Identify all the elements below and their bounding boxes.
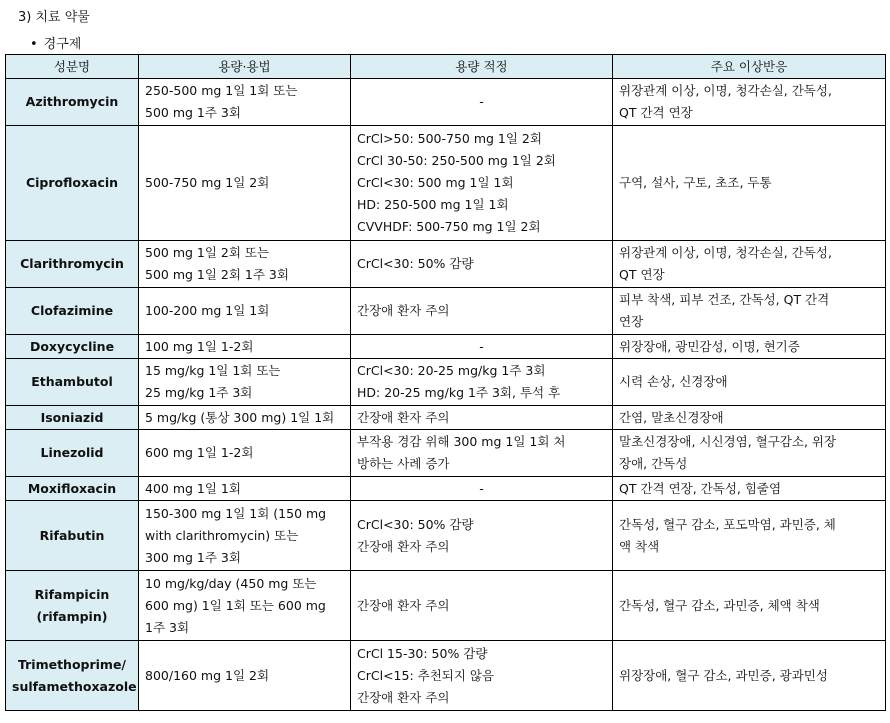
dose-adjustment-cell — [351, 126, 613, 241]
dosage-line: 10 mg/kg/day (450 mg 또는 — [145, 575, 317, 591]
adverse-effects-cell — [613, 406, 886, 430]
dose-adjustment-cell — [351, 335, 613, 359]
table-row — [6, 501, 886, 571]
dosage-line: 500-750 mg 1일 2회 — [145, 175, 270, 190]
adverse-effects-line: 말초신경장애, 시신경염, 혈구감소, 위장 — [619, 434, 837, 449]
dosage-line: 1주 3회 — [145, 619, 190, 635]
dosage-line: 500 mg 1일 2회 1주 3회 — [145, 267, 289, 282]
adverse-effects-line: 시력 손상, 신경장애 — [619, 374, 728, 389]
drug-name-line: Clarithromycin — [20, 256, 124, 271]
adverse-effects-line: 위장관계 이상, 이명, 청각손실, 간독성, — [619, 83, 832, 98]
dose-adjustment-line: - — [479, 338, 484, 354]
table-row — [6, 406, 886, 430]
adverse-effects-cell — [613, 477, 886, 501]
dose-adjustment-line: CrCl>50: 500-750 mg 1일 2회 — [357, 131, 542, 146]
drug-table — [5, 54, 886, 711]
dosage-cell — [139, 430, 351, 477]
dose-adjustment-line: HD: 20-25 mg/kg 1주 3회, 투석 후 — [357, 385, 561, 400]
dose-adjustment-line: CrCl 30-50: 250-500 mg 1일 2회 — [357, 153, 556, 168]
subsection-title: 경구제 — [43, 37, 82, 52]
dosage-line: with clarithromycin) 또는 — [145, 527, 299, 543]
dosage-line: 150-300 mg 1일 1회 (150 mg — [145, 505, 327, 521]
adverse-effects-line: QT 간격 연장, 간독성, 힘줄염 — [619, 480, 782, 496]
drug-name-cell — [6, 359, 139, 406]
table-row — [6, 477, 886, 501]
dosage-line: 5 mg/kg (통상 300 mg) 1일 1회 — [145, 409, 335, 425]
dosage-cell — [139, 571, 351, 641]
adverse-effects-line: 위장장애, 혈구 감소, 과민증, 광과민성 — [619, 667, 828, 683]
dose-adjustment-line: 간장애 환자 주의 — [357, 538, 450, 554]
dose-adjustment-cell — [351, 406, 613, 430]
adverse-effects-cell — [613, 288, 886, 335]
drug-name-line: (rifampin) — [36, 608, 108, 624]
drug-name-cell — [6, 641, 139, 711]
table-row — [6, 288, 886, 335]
drug-name-cell — [6, 571, 139, 641]
dose-adjustment-cell — [351, 430, 613, 477]
dose-adjustment-line: CrCl<15: 추천되지 않음 — [357, 667, 495, 683]
dose-adjustment-line: 방하는 사례 증가 — [357, 456, 450, 471]
drug-name-cell — [6, 79, 139, 126]
dose-adjustment-line: 간장애 환자 주의 — [357, 303, 450, 318]
adverse-effects-line: 구역, 설사, 구토, 초조, 두통 — [619, 175, 772, 190]
drug-name-line: Ciprofloxacin — [25, 175, 119, 190]
dosage-line: 25 mg/kg 1주 3회 — [145, 385, 253, 400]
drug-name-line: Linezolid — [40, 445, 104, 460]
dosage-cell — [139, 501, 351, 571]
drug-name-line: Rifabutin — [39, 527, 105, 543]
dose-adjustment-line: 부작용 경감 위해 300 mg 1일 1회 처 — [357, 434, 566, 449]
dosage-cell — [139, 406, 351, 430]
table-header-row — [6, 55, 886, 79]
dosage-cell — [139, 79, 351, 126]
table-row — [6, 571, 886, 641]
dose-adjustment-line: CrCl<30: 500 mg 1일 1회 — [357, 175, 514, 190]
dose-adjustment-cell — [351, 501, 613, 571]
adverse-effects-line: 위장관계 이상, 이명, 청각손실, 간독성, — [619, 245, 832, 260]
adverse-effects-line: 피부 착색, 피부 건조, 간독성, QT 간격 — [619, 292, 830, 307]
adverse-effects-line: 간염, 말초신경장애 — [619, 409, 724, 425]
dosage-line: 100 mg 1일 1-2회 — [145, 338, 254, 354]
bullet-icon: • — [30, 37, 38, 52]
header-ingredient: 성분명 — [6, 55, 139, 79]
dose-adjustment-cell — [351, 359, 613, 406]
drug-name-cell — [6, 477, 139, 501]
table-row — [6, 359, 886, 406]
adverse-effects-line: 위장장애, 광민감성, 이명, 현기증 — [619, 338, 800, 354]
dosage-cell — [139, 288, 351, 335]
header-dosage: 용량·용법 — [139, 55, 351, 79]
dose-adjustment-line: CVVHDF: 500-750 mg 1일 2회 — [357, 219, 541, 234]
adverse-effects-cell — [613, 241, 886, 288]
drug-name-line: Trimethoprime/ — [17, 656, 127, 672]
table-row — [6, 430, 886, 477]
dose-adjustment-line: - — [479, 94, 484, 109]
adverse-effects-line: 간독성, 혈구 감소, 과민증, 체액 착색 — [619, 597, 820, 613]
dose-adjustment-line: CrCl<30: 20-25 mg/kg 1주 3회 — [357, 363, 546, 378]
adverse-effects-cell — [613, 359, 886, 406]
dose-adjustment-line: HD: 250-500 mg 1일 1회 — [357, 197, 509, 212]
dose-adjustment-cell — [351, 571, 613, 641]
adverse-effects-cell — [613, 501, 886, 571]
dosage-line: 250-500 mg 1일 1회 또는 — [145, 83, 298, 98]
dosage-cell — [139, 641, 351, 711]
table-row — [6, 641, 886, 711]
adverse-effects-line: QT 연장 — [619, 267, 665, 282]
dosage-line: 600 mg 1일 1-2회 — [145, 445, 254, 460]
table-row — [6, 126, 886, 241]
dosage-line: 15 mg/kg 1일 1회 또는 — [145, 363, 281, 378]
dose-adjustment-line: - — [479, 480, 484, 496]
drug-name-cell — [6, 335, 139, 359]
dose-adjustment-cell — [351, 477, 613, 501]
adverse-effects-cell — [613, 430, 886, 477]
drug-name-line: Doxycycline — [29, 338, 115, 354]
drug-name-line: Moxifloxacin — [27, 480, 117, 496]
dosage-line: 300 mg 1주 3회 — [145, 549, 241, 565]
adverse-effects-line: 장애, 간독성 — [619, 456, 688, 471]
dosage-line: 500 mg 1일 2회 또는 — [145, 245, 270, 260]
adverse-effects-cell — [613, 571, 886, 641]
drug-name-line: sulfamethoxazole — [12, 678, 137, 694]
dose-adjustment-line: CrCl<30: 50% 감량 — [357, 516, 474, 532]
adverse-effects-line: 간독성, 혈구 감소, 포도막염, 과민증, 체 — [619, 516, 836, 532]
dose-adjustment-cell — [351, 641, 613, 711]
drug-name-cell — [6, 288, 139, 335]
adverse-effects-line: QT 간격 연장 — [619, 105, 693, 120]
drug-name-line: Rifampicin — [34, 586, 110, 602]
adverse-effects-cell — [613, 126, 886, 241]
drug-name-cell — [6, 430, 139, 477]
drug-name-cell — [6, 126, 139, 241]
drug-name-line: Azithromycin — [25, 94, 119, 109]
header-adverse-effects: 주요 이상반응 — [613, 55, 886, 79]
subsection-heading — [30, 33, 81, 52]
adverse-effects-line: 연장 — [619, 314, 644, 329]
adverse-effects-line: 액 착색 — [619, 538, 660, 554]
dosage-line: 800/160 mg 1일 2회 — [145, 667, 270, 683]
table-row — [6, 335, 886, 359]
section-title: 3) 치료 약물 — [18, 10, 90, 25]
dose-adjustment-line: 간장애 환자 주의 — [357, 409, 450, 425]
dosage-line: 500 mg 1주 3회 — [145, 105, 241, 120]
dose-adjustment-cell — [351, 288, 613, 335]
dosage-cell — [139, 241, 351, 288]
dose-adjustment-line: CrCl 15-30: 50% 감량 — [357, 645, 488, 661]
dose-adjustment-line: 간장애 환자 주의 — [357, 597, 450, 613]
dosage-cell — [139, 126, 351, 241]
adverse-effects-cell — [613, 79, 886, 126]
dosage-cell — [139, 359, 351, 406]
header-dose-adjustment: 용량 적정 — [351, 55, 613, 79]
dose-adjustment-line: CrCl<30: 50% 감량 — [357, 256, 474, 271]
table-row — [6, 241, 886, 288]
drug-name-cell — [6, 501, 139, 571]
dose-adjustment-cell — [351, 79, 613, 126]
drug-name-cell — [6, 241, 139, 288]
adverse-effects-cell — [613, 335, 886, 359]
dosage-line: 600 mg) 1일 1회 또는 600 mg — [145, 597, 326, 613]
drug-name-cell — [6, 406, 139, 430]
dose-adjustment-cell — [351, 241, 613, 288]
drug-name-line: Clofazimine — [30, 303, 114, 318]
table-row — [6, 79, 886, 126]
drug-name-line: Ethambutol — [31, 374, 113, 389]
dosage-line: 400 mg 1일 1회 — [145, 480, 241, 496]
dosage-cell — [139, 477, 351, 501]
dosage-line: 100-200 mg 1일 1회 — [145, 303, 270, 318]
dose-adjustment-line: 간장애 환자 주의 — [357, 689, 450, 705]
dosage-cell — [139, 335, 351, 359]
drug-name-line: Isoniazid — [40, 409, 104, 425]
adverse-effects-cell — [613, 641, 886, 711]
